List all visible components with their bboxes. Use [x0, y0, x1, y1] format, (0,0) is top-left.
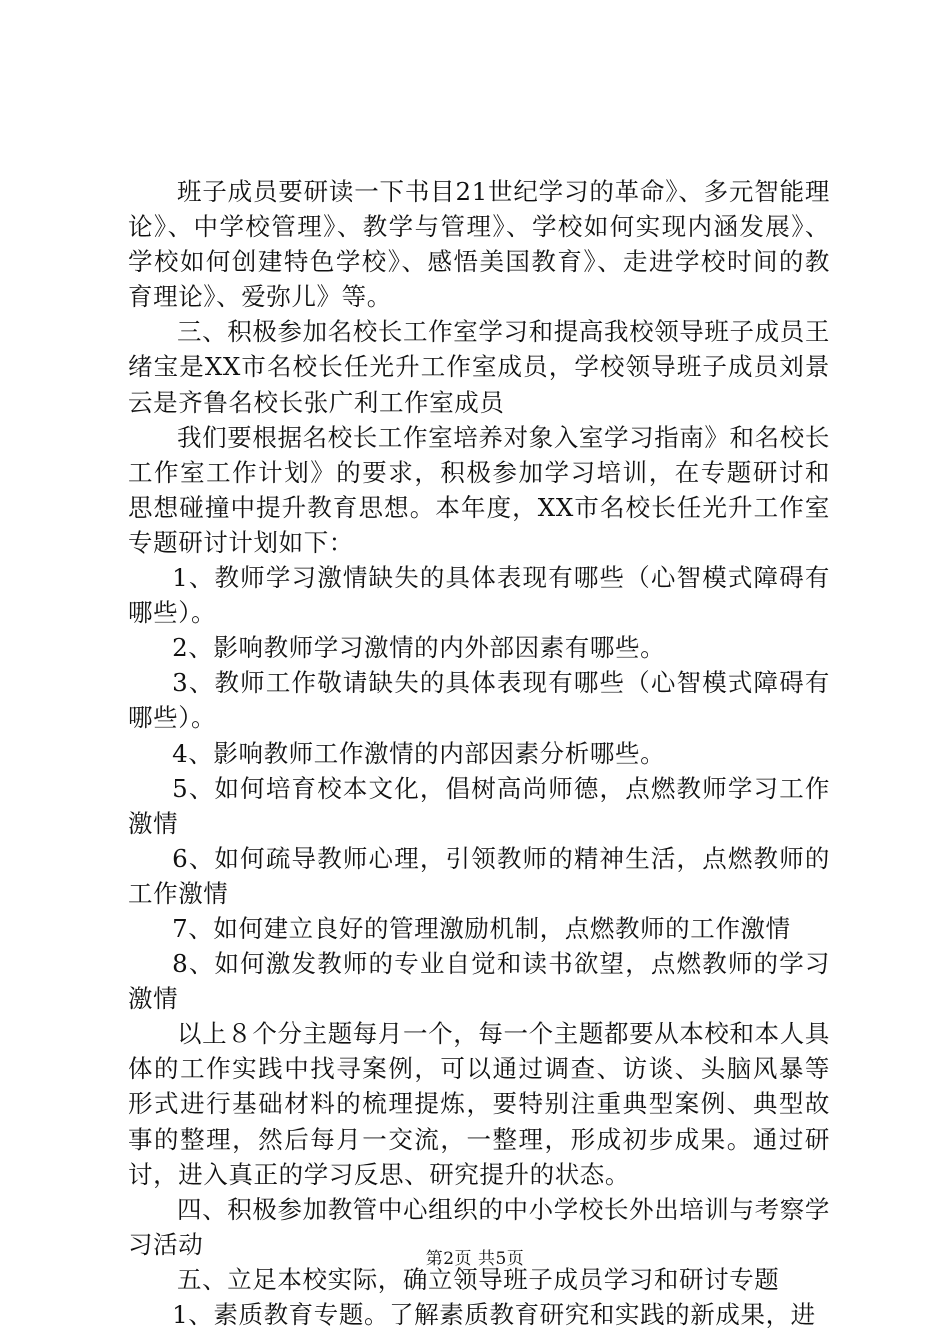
- list-item-1: 1、教师学习激情缺失的具体表现有哪些（心智模式障碍有哪些）。: [128, 563, 830, 628]
- list-item-4: 4、影响教师工作激情的内部因素分析哪些。: [172, 738, 666, 768]
- list-item-6: 6、如何疏导教师心理，引领教师的精神生活，点燃教师的工作激情: [128, 843, 830, 908]
- paragraph-section-four: 四、积极参加教管中心组织的中小学校长外出培训与考察学习活动: [128, 1194, 830, 1259]
- page-number-footer: 第2页 共5页: [425, 1249, 525, 1269]
- paragraph-section-five: 五、立足本校实际，确立领导班子成员学习和研讨专题: [177, 1264, 780, 1294]
- list-item-5: 5、如何培育校本文化，倡树高尚师德，点燃教师学习工作激情: [128, 773, 830, 838]
- list-item-7: 7、如何建立良好的管理激励机制，点燃教师的工作激情: [172, 913, 791, 943]
- list-item-8: 8、如何激发教师的专业自觉和读书欲望，点燃教师的学习激情: [128, 949, 830, 1014]
- list-item-3: 3、教师工作敬请缺失的具体表现有哪些（心智模式障碍有哪些）。: [128, 668, 830, 733]
- paragraph-studio-plan: 我们要根据名校长工作室培养对象入室学习指南》和名校长工作室工作计划》的要求，积极参加学习培训，在专题研讨和思想碰撞中提升教育思想。本年度，XX市名校长任光升工作室专题研讨计划如下：: [128, 422, 830, 557]
- list-item-quality-education: 1、素质教育专题。了解素质教育研究和实践的新成果，进: [172, 1300, 816, 1329]
- paragraph-monthly-topics: 以上８个分主题每月一个，每一个主题都要从本校和本人具体的工作实践中找寻案例，可以通过调查、访谈、头脑风暴等形式进行基础材料的梳理提炼，要特别注重典型案例、典型故事的整理，然后每月一交流，一整理，形成初步成果。通过研讨，进入真正的学习反思、研究提升的状态。: [128, 1019, 830, 1189]
- document-body: [128, 174, 830, 1332]
- paragraph-reading-list: 班子成员要研读一下书目21世纪学习的革命》、多元智能理论》、中学校管理》、教学与管理》、学校如何实现内涵发展》、学校如何创建特色学校》、感悟美国教育》、走进学校时间的教育理论》、爱弥儿》等。: [128, 177, 830, 312]
- paragraph-section-three: 三、积极参加名校长工作室学习和提高我校领导班子成员王绪宝是XX市名校长任光升工作室成员，学校领导班子成员刘景云是齐鲁名校长张广利工作室成员: [128, 317, 830, 417]
- list-item-2: 2、影响教师学习激情的内外部因素有哪些。: [172, 633, 666, 663]
